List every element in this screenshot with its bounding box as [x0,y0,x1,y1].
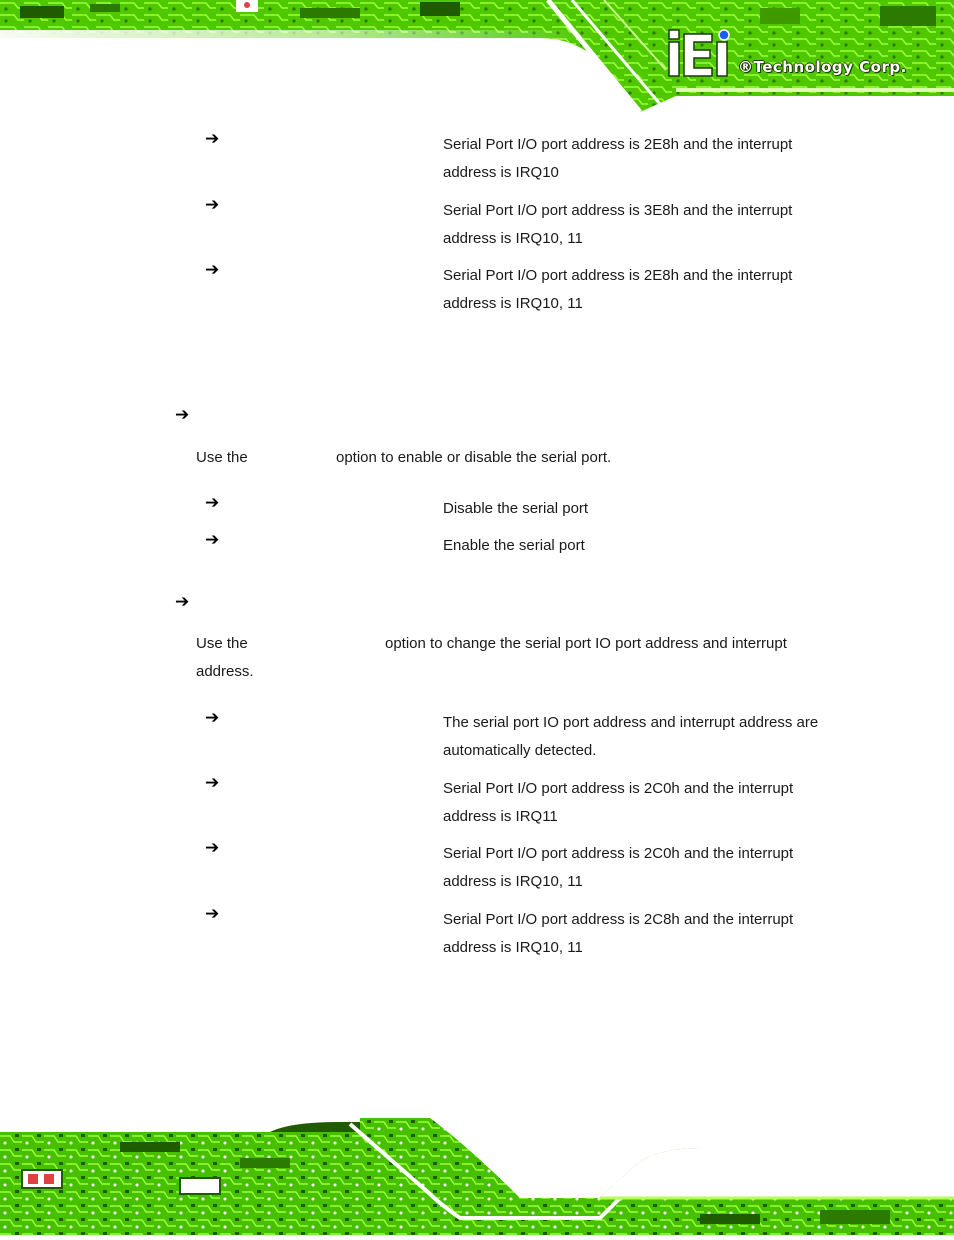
option-description: Serial Port I/O port address is 2E8h and the interrupt address is IRQ10, 11 [443,267,793,312]
serial-port-intro-prefix: Use the [196,449,248,466]
footer-banner [0,1118,954,1235]
brand-tagline: ®Technology Corp. [738,58,907,76]
bullet-arrow-icon: ➔ [205,129,220,149]
bullet-arrow-icon: ➔ [205,904,220,924]
section-arrow-icon: ➔ [175,405,190,425]
header-banner [0,0,954,112]
option-description: Disable the serial port [443,500,589,517]
option-description: Serial Port I/O port address is 3E8h and the interrupt address is IRQ10, 11 [443,202,793,247]
option-description: Serial Port I/O port address is 2C8h and the interrupt address is IRQ10, 11 [443,911,794,956]
bullet-arrow-icon: ➔ [205,773,220,793]
bullet-arrow-icon: ➔ [205,530,220,550]
change-settings-intro-line2: address. [196,663,254,680]
iei-logo-mark-icon [666,28,738,80]
option-description: Serial Port I/O port address is 2C0h and the interrupt address is IRQ11 [443,780,794,825]
serial-port-intro-suffix: option to enable or disable the serial port. [336,449,612,466]
change-settings-intro-suffix: option to change the serial port IO port address and interrupt [385,635,787,652]
bullet-arrow-icon: ➔ [205,838,220,858]
section-arrow-icon: ➔ [175,592,190,612]
bullet-arrow-icon: ➔ [205,493,220,513]
option-description: Enable the serial port [443,537,585,554]
bullet-arrow-icon: ➔ [205,195,220,215]
pcb-footer-graphic [0,1118,954,1235]
option-description: Serial Port I/O port address is 2C0h and the interrupt address is IRQ10, 11 [443,845,794,890]
option-description: The serial port IO port address and interrupt address are automatically detected. [443,714,819,759]
change-settings-intro-prefix: Use the [196,635,248,652]
option-description: Serial Port I/O port address is 2E8h and the interrupt address is IRQ10 [443,136,793,181]
bullet-arrow-icon: ➔ [205,260,220,280]
bullet-arrow-icon: ➔ [205,708,220,728]
iei-logo [666,28,926,84]
